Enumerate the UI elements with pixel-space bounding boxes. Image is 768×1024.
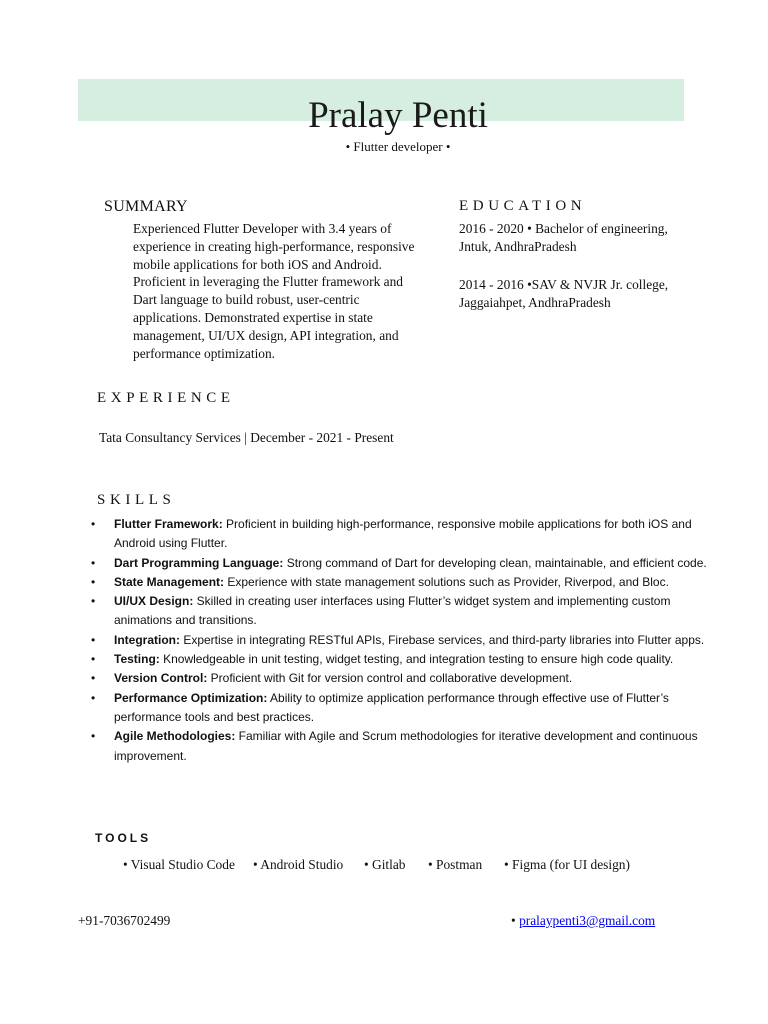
skill-title: Testing: [114,652,160,667]
skill-desc: Expertise in integrating RESTful APIs, Firebase services, and third-party libraries into Flutter apps. [180,632,705,647]
skill-item [90,515,710,554]
skill-title: Agile Methodologies: [114,729,236,744]
education-item: 2014 - 2016 •SAV & NVJR Jr. college, Jaggaiahpet, AndhraPradesh [459,277,669,310]
skill-item [90,554,710,573]
experience-heading: EXPERIENCE [97,390,235,406]
job-title: • Flutter developer • [345,139,451,154]
skill-desc: Knowledgeable in unit testing, widget testing, and integration testing to ensure high code quality. [159,652,674,667]
skills-list [90,515,710,766]
skill-title: Flutter Framework: [114,517,223,531]
skill-desc: Proficient in building high-performance, responsive mobile applications for both iOS and Android using Flutter. [114,517,692,551]
skill-title: Dart Programming Language: [114,555,284,570]
email-bullet: • [511,913,516,928]
email-link[interactable]: pralaypenti3@gmail.com [519,913,656,928]
education-item: 2016 - 2020 • Bachelor of engineering, Jntuk, AndhraPradesh [459,221,668,254]
summary-heading: SUMMARY [104,198,188,215]
skill-desc: Proficient with Git for version control and collaborative development. [207,671,573,686]
skill-item [90,669,710,688]
skill-item [90,592,710,631]
skill-desc: Ability to optimize application performance through effective use of Flutter’s performance tools and best practices. [114,690,669,724]
skill-item [90,727,710,766]
skill-item [90,689,710,728]
tool-item: • Postman [428,857,483,872]
education-heading: EDUCATION [459,198,587,214]
skill-desc: Experience with state management solutions such as Provider, Riverpod, and Bloc. [224,574,669,589]
skill-item [90,631,710,650]
skill-title: Integration: [114,632,180,647]
tool-item: • Android Studio [253,857,344,872]
skill-title: UI/UX Design: [114,594,194,609]
tool-item: • Gitlab [364,857,406,872]
skills-heading: SKILLS [97,492,176,508]
skill-desc: Familiar with Agile and Scrum methodologies for iterative development and continuous improvement. [114,729,698,763]
skill-title: Performance Optimization: [114,690,268,705]
skill-title: Version Control: [114,671,208,686]
summary-text: Experienced Flutter Developer with 3.4 years of experience in creating high-performance, responsive mobile applications for both iOS and Android. Proficient in leveraging the Flutter framework and Dart language to build robust, user-centric applications. Demonstrated expertise in state management, UI/UX design, API integration, and performance optimization. [133,221,415,361]
experience-entry: Tata Consultancy Services | December - 2021 - Present [99,430,394,445]
skill-item [90,573,710,592]
skill-desc: Skilled in creating user interfaces using Flutter’s widget system and implementing custom animations and transitions. [114,594,671,628]
tools-heading: TOOLS [95,831,152,845]
email-contact [511,913,655,929]
skill-title: State Management: [114,574,225,589]
tool-item: • Visual Studio Code [123,857,235,872]
resume-name: Pralay Penti [308,95,488,136]
skill-item [90,650,710,669]
phone-number: +91-7036702499 [78,913,171,928]
skill-desc: Strong command of Dart for developing clean, maintainable, and efficient code. [283,555,707,570]
tool-item: • Figma (for UI design) [504,857,630,872]
